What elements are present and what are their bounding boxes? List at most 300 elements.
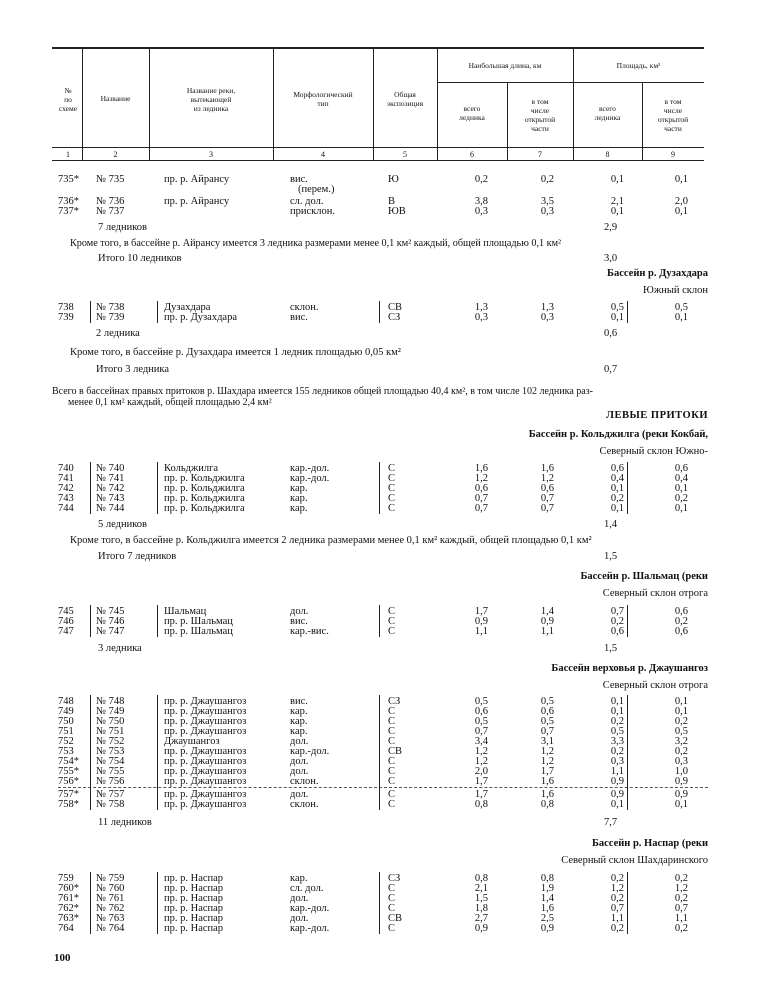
cell-area-open: 3,2 (674, 736, 688, 747)
cell-river: пр. р. Айрансу (164, 196, 230, 207)
cell-river: Шальмац (164, 606, 207, 617)
cell-area: 0,1 (610, 483, 624, 494)
cell-area-open: 1,0 (674, 766, 688, 777)
cell-exposure: С (388, 716, 396, 727)
cell-length: 0,7 (474, 503, 488, 514)
cell-name: № 759 (96, 873, 125, 884)
cell-number: 744 (58, 503, 74, 514)
cell-exposure: С (388, 616, 396, 627)
cell-length: 0,5 (474, 716, 488, 727)
cell-river: пр. р. Наспар (164, 873, 224, 884)
col-number: 8 (605, 150, 610, 159)
cell-area-open: 1,2 (674, 883, 688, 894)
cell-number: 738 (58, 302, 74, 313)
cell-river: пр. р. Шальмац (164, 626, 233, 637)
cell-number: 761* (58, 893, 79, 904)
cell-length: 1,5 (474, 893, 488, 904)
cell-length: 1,2 (474, 756, 488, 767)
cell-length-open: 0,9 (540, 923, 554, 934)
cell-exposure: СВ (388, 746, 403, 757)
cell-river: пр. р. Кольджилга (164, 473, 245, 484)
column-tick (627, 301, 628, 323)
cell-length: 0,7 (474, 493, 488, 504)
cell-length: 0,9 (474, 923, 488, 934)
column-tick (157, 872, 158, 934)
colnum-bottom-rule (52, 160, 704, 161)
cell-exposure: ЮВ (388, 206, 406, 217)
cell-area-open: 0,6 (674, 463, 688, 474)
cell-river: пр. р. Наспар (164, 913, 224, 924)
cell-name: № 735 (96, 174, 125, 185)
cell-area: 0,1 (610, 206, 624, 217)
cell-type: вис. (290, 616, 308, 627)
column-tick (157, 301, 158, 323)
column-tick (379, 695, 380, 810)
total-line: Итого 7 ледников (98, 551, 177, 562)
col-number: 9 (671, 150, 675, 159)
cell-number: 742 (58, 483, 74, 494)
cell-river: пр. р. Джаушангоз (164, 766, 247, 777)
cell-length: 2,0 (474, 766, 488, 777)
cell-type: дол. (290, 736, 309, 747)
cell-length-open: 0,3 (540, 206, 554, 217)
glacier-count: 3 ледника (98, 643, 142, 654)
basin-heading: Бассейн верховья р. Джаушангоз (551, 663, 708, 674)
header-col-area-open: в том числе открытой части (657, 97, 689, 133)
column-tick (627, 462, 628, 514)
glacier-count: 11 ледников (98, 817, 152, 828)
cell-length: 1,1 (474, 626, 488, 637)
cell-river: пр. р. Джаушангоз (164, 776, 247, 787)
header-col-number: № по схеме (58, 86, 78, 113)
cell-exposure: С (388, 903, 396, 914)
cell-exposure: С (388, 706, 396, 717)
cell-number: 748 (58, 696, 74, 707)
table-row (0, 206, 761, 217)
cell-length: 0,3 (474, 206, 488, 217)
cell-type: вис. (290, 696, 308, 707)
header-col-length-total: всего ледника (459, 104, 485, 122)
cell-exposure: СЗ (388, 873, 401, 884)
cell-length: 2,7 (474, 913, 488, 924)
cell-type: дол. (290, 893, 309, 904)
cell-name: № 737 (96, 206, 125, 217)
cell-type: вис. (290, 174, 308, 185)
column-tick (157, 462, 158, 514)
cell-name: № 740 (96, 463, 125, 474)
cell-exposure: С (388, 503, 396, 514)
cell-name: № 749 (96, 706, 125, 717)
cell-length-open: 1,2 (540, 473, 554, 484)
cell-area: 2,1 (610, 196, 624, 207)
cell-name: № 743 (96, 493, 125, 504)
section-heading: ЛЕВЫЕ ПРИТОКИ (606, 410, 708, 421)
glacier-count-area: 2,9 (604, 222, 618, 233)
cell-length-open: 0,7 (540, 726, 554, 737)
header-col-type: Морфологический тип (293, 90, 353, 108)
cell-area-open: 0,5 (674, 726, 688, 737)
cell-type: кар. (290, 726, 308, 737)
cell-area: 0,1 (610, 312, 624, 323)
total-line: Итого 3 ледника (96, 364, 170, 375)
total-line: Итого 10 ледников (98, 253, 182, 264)
cell-exposure: С (388, 493, 396, 504)
cell-river: пр. р. Шальмац (164, 616, 233, 627)
cell-type: кар. (290, 873, 308, 884)
cell-area-open: 0,2 (674, 746, 688, 757)
column-tick (627, 872, 628, 934)
cell-type: присклон. (290, 206, 335, 217)
cell-exposure: С (388, 473, 396, 484)
cell-area: 0,2 (610, 716, 624, 727)
note-text: Кроме того, в бассейне р. Кольджилга имеется 2 ледника размерами менее 0,1 км² каждый, общей площадью 0,1 км² (70, 535, 592, 546)
cell-exposure: С (388, 736, 396, 747)
cell-area-open: 0,9 (674, 789, 688, 800)
column-tick (90, 462, 91, 514)
cell-river: пр. р. Наспар (164, 883, 224, 894)
cell-length-open: 1,2 (540, 756, 554, 767)
cell-length-open: 0,2 (540, 174, 554, 185)
table-row (0, 312, 761, 323)
col-number: 6 (470, 150, 474, 159)
cell-type: сл. дол. (290, 883, 324, 894)
col-number: 5 (403, 150, 407, 159)
cell-length: 1,8 (474, 903, 488, 914)
cell-river: пр. р. Джаушангоз (164, 726, 247, 737)
cell-area-open: 0,2 (674, 493, 688, 504)
cell-exposure: СВ (388, 302, 403, 313)
cell-exposure: СЗ (388, 312, 401, 323)
cell-river: Кольджилга (164, 463, 219, 474)
cell-length: 1,7 (474, 606, 488, 617)
cell-number: 740 (58, 463, 74, 474)
basin-heading: Бассейн р. Наспар (реки (591, 838, 708, 849)
total-area: 3,0 (604, 253, 618, 264)
cell-length-open: 0,3 (540, 312, 554, 323)
cell-type: вис. (290, 312, 308, 323)
cell-length: 3,4 (474, 736, 488, 747)
cell-number: 743 (58, 493, 74, 504)
col-divider (82, 47, 83, 160)
cell-length-open: 0,7 (540, 493, 554, 504)
cell-river: пр. р. Кольджилга (164, 503, 245, 514)
glacier-count-area: 1,5 (604, 643, 618, 654)
cell-number: 741 (58, 473, 74, 484)
column-tick (157, 605, 158, 637)
cell-number: 753 (58, 746, 74, 757)
cell-type-note: (перем.) (298, 184, 335, 195)
cell-number: 739 (58, 312, 74, 323)
cell-name: № 736 (96, 196, 125, 207)
cell-number: 751 (58, 726, 74, 737)
cell-area: 1,2 (610, 883, 624, 894)
cell-exposure: С (388, 726, 396, 737)
cell-area: 0,6 (610, 463, 624, 474)
cell-length-open: 2,5 (540, 913, 554, 924)
cell-exposure: С (388, 799, 396, 810)
cell-name: № 764 (96, 923, 125, 934)
column-tick (90, 872, 91, 934)
cell-name: № 747 (96, 626, 125, 637)
cell-name: № 751 (96, 726, 125, 737)
cell-area-open: 0,2 (674, 873, 688, 884)
cell-type: дол. (290, 766, 309, 777)
cell-length: 0,6 (474, 706, 488, 717)
cell-length-open: 1,7 (540, 766, 554, 777)
cell-name: № 763 (96, 913, 125, 924)
cell-type: склон. (290, 799, 319, 810)
glacier-count-area: 7,7 (604, 817, 618, 828)
total-area: 1,5 (604, 551, 618, 562)
cell-area: 0,1 (610, 503, 624, 514)
glacier-count: 7 ледников (98, 222, 147, 233)
cell-number: 749 (58, 706, 74, 717)
cell-length-open: 0,6 (540, 483, 554, 494)
cell-number: 752 (58, 736, 74, 747)
header-col-area-total: всего ледника (594, 104, 621, 122)
cell-number: 762* (58, 903, 79, 914)
col-number: 3 (209, 150, 213, 159)
cell-area: 0,6 (610, 626, 624, 637)
cell-name: № 748 (96, 696, 125, 707)
slope-heading: Северный склон Южно- (599, 446, 708, 457)
table-row (0, 503, 761, 514)
cell-area: 1,1 (610, 766, 624, 777)
column-tick (90, 301, 91, 323)
basin-heading: Бассейн р. Шальмац (реки (580, 571, 708, 582)
cell-river: Джаушангоз (164, 736, 220, 747)
cell-type: дол. (290, 789, 309, 800)
cell-area: 0,1 (610, 799, 624, 810)
cell-name: № 753 (96, 746, 125, 757)
cell-area: 0,3 (610, 756, 624, 767)
cell-number: 750 (58, 716, 74, 727)
basin-heading: Бассейн р. Дузахдара (607, 268, 708, 279)
cell-length-open: 1,6 (540, 789, 554, 800)
cell-length-open: 3,1 (540, 736, 554, 747)
cell-type: кар.-дол. (290, 923, 330, 934)
cell-river: пр. р. Наспар (164, 893, 224, 904)
cell-number: 746 (58, 616, 74, 627)
cell-length: 0,5 (474, 696, 488, 707)
cell-river: пр. р. Кольджилга (164, 483, 245, 494)
cell-exposure: С (388, 923, 396, 934)
cell-river: пр. р. Джаушангоз (164, 746, 247, 757)
cell-length-open: 0,7 (540, 503, 554, 514)
cell-name: № 761 (96, 893, 125, 904)
cell-length-open: 1,2 (540, 746, 554, 757)
cell-river: пр. р. Джаушангоз (164, 696, 247, 707)
cell-exposure: С (388, 766, 396, 777)
cell-length-open: 1,6 (540, 903, 554, 914)
cell-length-open: 3,5 (540, 196, 554, 207)
header-group-length: Наибольшая длина, км (468, 61, 542, 70)
column-tick (379, 605, 380, 637)
header-col-length-open: в том числе открытой части (524, 97, 556, 133)
header-col-exposure: Общая экспозиция (386, 90, 424, 108)
cell-type: кар.-дол. (290, 473, 330, 484)
cell-type: кар. (290, 503, 308, 514)
cell-type: кар.-дол. (290, 903, 330, 914)
cell-area-open: 0,5 (674, 302, 688, 313)
cell-length-open: 0,5 (540, 716, 554, 727)
cell-name: № 756 (96, 776, 125, 787)
cell-name: № 755 (96, 766, 125, 777)
cell-exposure: С (388, 789, 396, 800)
cell-exposure: С (388, 756, 396, 767)
cell-area-open: 2,0 (674, 196, 688, 207)
note-text: Кроме того, в бассейне р. Дузахдара имеется 1 ледник площадью 0,05 км² (70, 347, 401, 358)
slope-heading: Северный склон отрога (602, 588, 708, 599)
cell-number: 745 (58, 606, 74, 617)
cell-name: № 752 (96, 736, 125, 747)
cell-number: 758* (58, 799, 79, 810)
cell-length-open: 1,4 (540, 606, 554, 617)
table-row (0, 799, 761, 810)
cell-river: пр. р. Наспар (164, 923, 224, 934)
cell-type: кар.-дол. (290, 746, 330, 757)
column-tick (627, 695, 628, 810)
cell-length: 0,9 (474, 616, 488, 627)
total-area: 0,7 (604, 364, 618, 375)
cell-exposure: Ю (388, 174, 399, 185)
table-row (0, 923, 761, 934)
cell-number: 755* (58, 766, 79, 777)
glacier-count: 5 ледников (98, 519, 147, 530)
cell-length-open: 0,8 (540, 873, 554, 884)
cell-exposure: СЗ (388, 696, 401, 707)
cell-length: 0,7 (474, 726, 488, 737)
cell-exposure: С (388, 883, 396, 894)
cell-area: 0,9 (610, 776, 624, 787)
cell-area: 0,9 (610, 789, 624, 800)
cell-area: 3,3 (610, 736, 624, 747)
cell-area-open: 0,6 (674, 626, 688, 637)
cell-length: 3,8 (474, 196, 488, 207)
cell-number: 760* (58, 883, 79, 894)
cell-name: № 741 (96, 473, 125, 484)
cell-river: пр. р. Айрансу (164, 174, 230, 185)
cell-river: пр. р. Джаушангоз (164, 799, 247, 810)
cell-number: 764 (58, 923, 74, 934)
glacier-count-area: 0,6 (604, 328, 618, 339)
cell-length: 0,8 (474, 799, 488, 810)
cell-area-open: 0,3 (674, 756, 688, 767)
cell-river: Дузахдара (164, 302, 211, 313)
cell-name: № 746 (96, 616, 125, 627)
cell-area-open: 0,1 (674, 206, 688, 217)
cell-number: 754* (58, 756, 79, 767)
cell-number: 757* (58, 789, 79, 800)
cell-area: 0,7 (610, 903, 624, 914)
column-tick (379, 462, 380, 514)
cell-length-open: 1,9 (540, 883, 554, 894)
cell-name: № 750 (96, 716, 125, 727)
cell-name: № 739 (96, 312, 125, 323)
header-col-name: Название (100, 94, 131, 103)
cell-length-open: 1,1 (540, 626, 554, 637)
cell-area-open: 1,1 (674, 913, 688, 924)
cell-number: 756* (58, 776, 79, 787)
cell-exposure: С (388, 893, 396, 904)
cell-type: дол. (290, 606, 309, 617)
cell-length: 1,7 (474, 776, 488, 787)
cell-exposure: С (388, 626, 396, 637)
basin-heading: Бассейн р. Кольджилга (реки Кокбай, (528, 429, 708, 440)
col-number: 4 (321, 150, 325, 159)
cell-area: 0,2 (610, 493, 624, 504)
cell-exposure: С (388, 776, 396, 787)
cell-area-open: 0,2 (674, 923, 688, 934)
column-tick (627, 605, 628, 637)
cell-area: 0,1 (610, 706, 624, 717)
cell-exposure: С (388, 463, 396, 474)
cell-length: 0,2 (474, 174, 488, 185)
cell-number: 747 (58, 626, 74, 637)
slope-heading: Южный склон (643, 285, 708, 296)
column-tick (379, 872, 380, 934)
cell-name: № 757 (96, 789, 125, 800)
cell-area: 0,4 (610, 473, 624, 484)
column-tick (90, 695, 91, 810)
cell-number: 759 (58, 873, 74, 884)
cell-type: склон. (290, 776, 319, 787)
group-header-rule (437, 82, 704, 83)
cell-area-open: 0,4 (674, 473, 688, 484)
header-col-river: Название реки, вытекающей из ледника (186, 86, 236, 113)
cell-area-open: 0,1 (674, 696, 688, 707)
cell-area-open: 0,1 (674, 706, 688, 717)
cell-length: 0,3 (474, 312, 488, 323)
column-tick (90, 605, 91, 637)
cell-length-open: 0,9 (540, 616, 554, 627)
cell-length-open: 1,6 (540, 776, 554, 787)
cell-number: 735* (58, 174, 79, 185)
table-row (0, 776, 761, 787)
cell-river: пр. р. Наспар (164, 903, 224, 914)
column-tick (379, 301, 380, 323)
cell-type: сл. дол. (290, 196, 324, 207)
cell-length: 1,2 (474, 746, 488, 757)
cell-area-open: 0,2 (674, 616, 688, 627)
column-tick (157, 695, 158, 810)
cell-name: № 754 (96, 756, 125, 767)
cell-length-open: 1,3 (540, 302, 554, 313)
cell-number: 763* (58, 913, 79, 924)
cell-type: дол. (290, 913, 309, 924)
slope-heading: Северный склон отрога (602, 680, 708, 691)
cell-river: пр. р. Джаушангоз (164, 716, 247, 727)
col-number: 1 (66, 150, 70, 159)
summary-text: Всего в бассейнах правых притоков р. Шахдара имеется 155 ледников общей площадью 40,4 км², в том числе 102 ледника раз- (52, 386, 593, 397)
cell-area: 0,1 (610, 174, 624, 185)
cell-area-open: 0,2 (674, 716, 688, 727)
cell-type: кар.-дол. (290, 463, 330, 474)
cell-area: 0,2 (610, 893, 624, 904)
cell-area: 0,5 (610, 726, 624, 737)
cell-type: склон. (290, 302, 319, 313)
note-text: Кроме того, в бассейне р. Айрансу имеется 3 ледника размерами менее 0,1 км² каждый, общей площадью 0,1 км² (70, 238, 562, 249)
cell-area: 0,7 (610, 606, 624, 617)
cell-exposure: СВ (388, 913, 403, 924)
cell-name: № 738 (96, 302, 125, 313)
cell-river: пр. р. Джаушангоз (164, 756, 247, 767)
cell-area-open: 0,1 (674, 483, 688, 494)
cell-length-open: 0,6 (540, 706, 554, 717)
cell-length: 1,3 (474, 302, 488, 313)
cell-area: 0,2 (610, 923, 624, 934)
cell-type: кар. (290, 706, 308, 717)
